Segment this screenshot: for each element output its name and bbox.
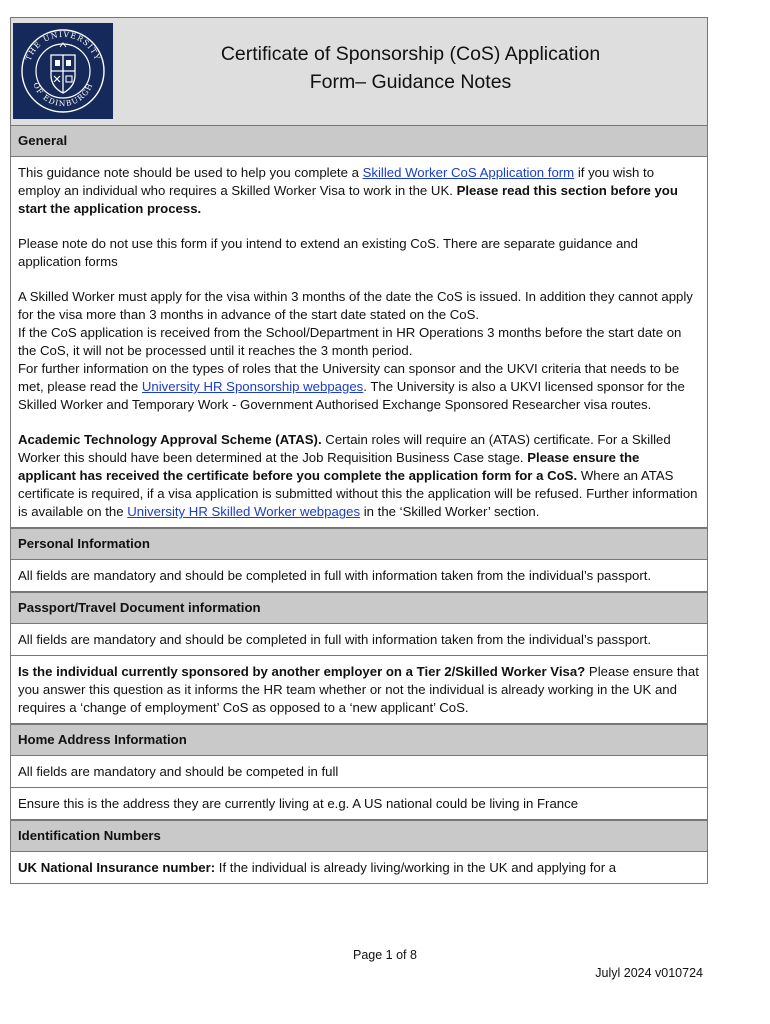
university-crest-logo	[13, 23, 113, 119]
section-address-heading: Home Address Information	[11, 724, 707, 756]
passport-sponsored-question	[11, 656, 707, 724]
section-ids-heading: Identification Numbers	[11, 820, 707, 852]
text-span: This guidance note should be used to help you complete a	[18, 165, 363, 180]
bold-text: Please ensure the applicant has received the certificate before you complete the application form for a CoS.	[18, 450, 640, 483]
bold-text: UK National Insurance number:	[18, 860, 216, 875]
general-content	[11, 157, 707, 528]
document-title	[114, 18, 707, 125]
svg-text:OF EDINBURGH: OF EDINBURGH	[30, 81, 95, 109]
skilled-worker-form-link[interactable]: Skilled Worker CoS Application form	[362, 165, 575, 180]
bold-text: Is the individual currently sponsored by another employer on a Tier 2/Skilled Worker Visa?	[18, 664, 586, 679]
address-content-1: All fields are mandatory and should be competed in full	[11, 756, 707, 788]
general-paragraph-2: Please note do not use this form if you intend to extend an existing CoS. There are separate guidance and application forms	[18, 236, 638, 269]
text-span: A Skilled Worker must apply for the visa within 3 months of the date the CoS is issued. In addition they cannot apply for the visa more than 3 months in advance of the start date stated on the CoS.	[18, 289, 693, 322]
logo-cell	[11, 18, 114, 124]
bold-text: Please read this section before you start the application process.	[18, 183, 678, 216]
text-span: if you wish to employ an individual who requires a Skilled Worker Visa to work in the UK.	[18, 165, 655, 198]
section-general-heading: General	[11, 126, 707, 157]
passport-content: All fields are mandatory and should be completed in full with information taken from the individual’s passport.	[11, 624, 707, 656]
title-line-2: Form– Guidance Notes	[309, 70, 512, 93]
skilled-worker-webpages-link[interactable]: University HR Skilled Worker webpages	[127, 504, 361, 519]
text-span: If the CoS application is received from the School/Department in HR Operations 3 months before the start date on the CoS, it will not be processed until it reaches the 3 month period.	[18, 325, 682, 358]
section-passport-heading: Passport/Travel Document information	[11, 592, 707, 624]
text-span: Certain roles will require an (ATAS) certificate. For a Skilled Worker this should have been determined at the Job Requisition Business Case stage.	[18, 432, 671, 465]
text-span: Please ensure that you answer this question as it informs the HR team whether or not the individual is already working in the UK and requires a ‘change of employment’ CoS as opposed to a ‘new applicant’ CoS.	[18, 664, 699, 715]
text-span: in the ‘Skilled Worker’ section.	[360, 504, 540, 519]
general-paragraph-1	[18, 164, 700, 218]
page-number: Page 1 of 8	[353, 948, 417, 962]
ids-content	[11, 852, 707, 883]
version-label: Julyl 2024 v010724	[595, 966, 703, 980]
svg-text:THE UNIVERSITY: THE UNIVERSITY	[23, 29, 102, 62]
sponsorship-webpages-link[interactable]: University HR Sponsorship webpages	[141, 379, 364, 394]
text-span: Where an ATAS certificate is required, if a visa application is submitted without this the application will be refused. Further information is available on the	[18, 468, 698, 519]
text-span: . The University is also a UKVI licensed sponsor for the Skilled Worker and Temporary Work - Government Authorised Exchange Sponsored Researcher visa routes.	[18, 379, 685, 412]
title-line-1: Certificate of Sponsorship (CoS) Application	[220, 42, 601, 65]
address-content-2: Ensure this is the address they are currently living at e.g. A US national could be living in France	[11, 788, 707, 820]
bold-text: Academic Technology Approval Scheme (ATAS).	[18, 432, 322, 447]
section-personal-heading: Personal Information	[11, 528, 707, 560]
document-header	[11, 18, 707, 126]
general-paragraph-3	[18, 288, 700, 414]
general-paragraph-atas	[18, 431, 700, 521]
document-page	[10, 17, 708, 884]
text-span: For further information on the types of roles that the University can sponsor and the UKVI criteria that needs to be met, please read the	[18, 361, 680, 394]
personal-content: All fields are mandatory and should be completed in full with information taken from the individual’s passport.	[11, 560, 707, 592]
text-span: If the individual is already living/working in the UK and applying for a	[215, 860, 617, 875]
